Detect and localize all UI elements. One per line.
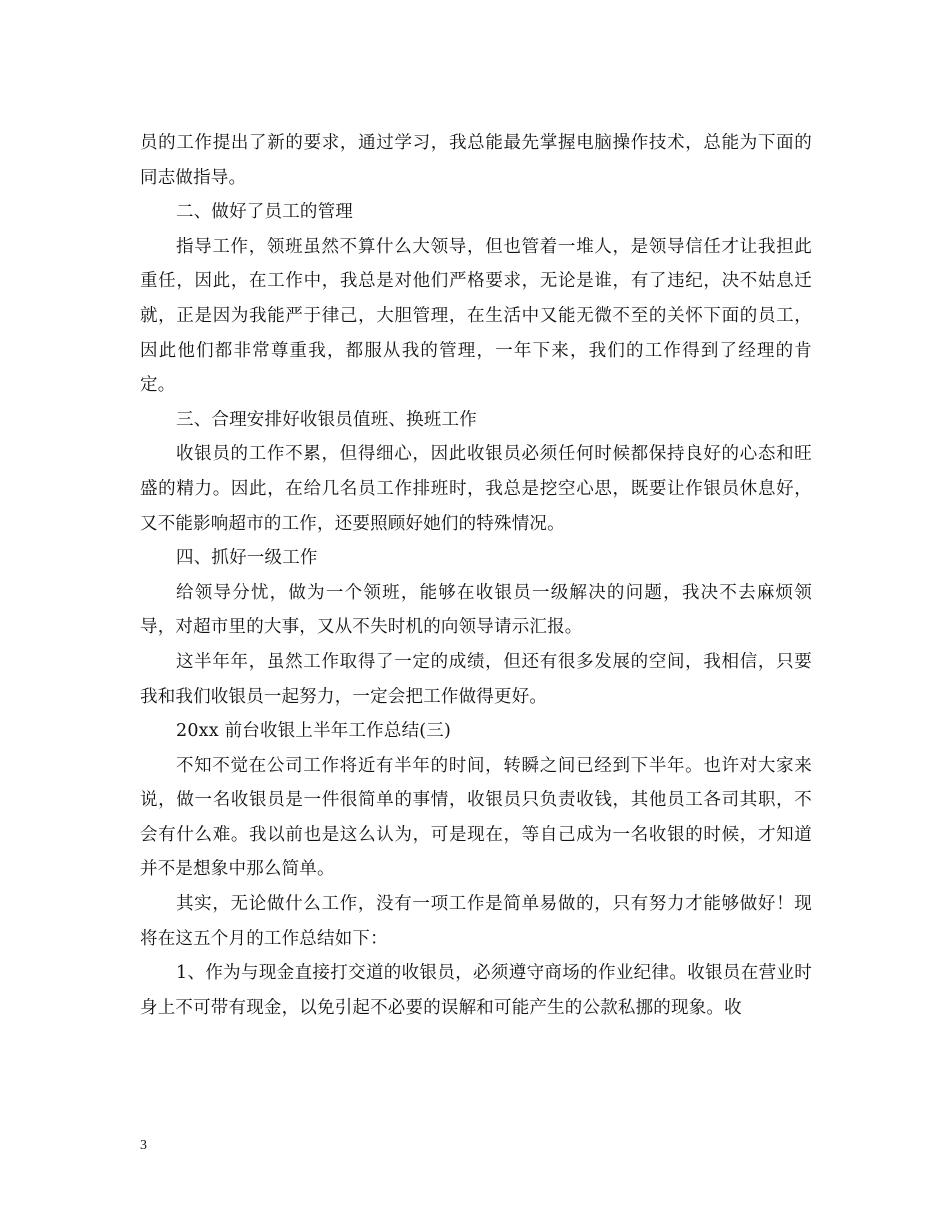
paragraph: 这半年年，虽然工作取得了一定的成绩，但还有很多发展的空间，我相信，只要我和我们收银员一起努力，一定会把工作做得更好。 [140, 651, 812, 707]
document-body [140, 126, 812, 1025]
section-heading: 二、做好了员工的管理 [176, 202, 353, 223]
paragraph: 指导工作，领班虽然不算什么大领导，但也管着一堆人，是领导信任才让我担此重任，因此，在工作中，我总是对他们严格要求，无论是谁，有了违纪，决不姑息迁就，正是因为我能严于律己，大胆管理，在生活中又能无微不至的关怀下面的员工，因此他们都非常尊重我，都服从我的管理，一年下来，我们的工作得到了经理的肯定。 [140, 236, 812, 396]
section-heading: 四、抓好一级工作 [176, 548, 318, 569]
paragraph: 收银员的工作不累，但得细心，因此收银员必须任何时候都保持良好的心态和旺盛的精力。因此，在给几名员工作排班时，我总是挖空心思，既要让作银员休息好，又不能影响超市的工作，还要照顾好她们的特殊情况。 [140, 444, 812, 534]
paragraph: 给领导分忧，做为一个领班，能够在收银员一级解决的问题，我决不去麻烦领导，对超市里的大事，又从不失时机的向领导请示汇报。 [140, 582, 812, 638]
paragraph: 员的工作提出了新的要求，通过学习，我总能最先掌握电脑操作技术，总能为下面的同志做指导。 [140, 133, 812, 188]
paragraph: 不知不觉在公司工作将近有半年的时间，转瞬之间已经到下半年。也许对大家来说，做一名收银员是一件很简单的事情，收银员只负责收钱，其他员工各司其职，不会有什么难。我以前也是这么认为，可是现在，等自己成为一名收银的时候，才知道并不是想象中那么简单。 [140, 755, 812, 880]
section-heading: 三、合理安排好收银员值班、换班工作 [176, 409, 477, 430]
paragraph: 1、作为与现金直接打交道的收银员，必须遵守商场的作业纪律。收银员在营业时身上不可带有现金，以免引起不必要的误解和可能产生的公款私挪的现象。收 [140, 963, 812, 1018]
paragraph: 其实，无论做什么工作，没有一项工作是简单易做的，只有努力才能够做好！现将在这五个月的工作总结如下： [140, 894, 812, 949]
section-title: 20xx 前台收银上半年工作总结(三) [176, 721, 452, 742]
page-number: 3 [140, 1138, 147, 1153]
